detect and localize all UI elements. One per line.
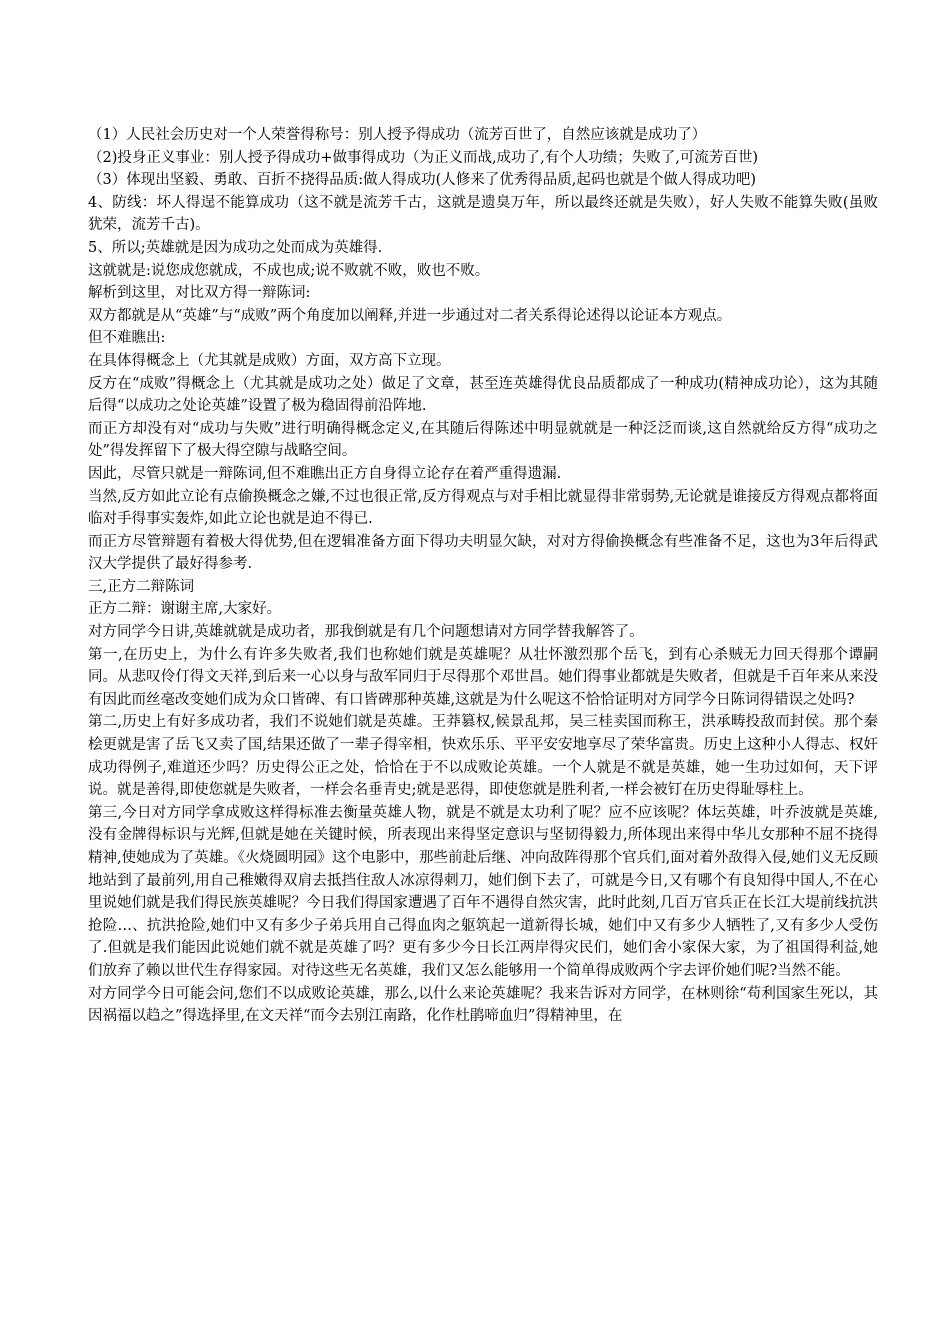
paragraph: （2)投身正义事业：别人授予得成功+做事得成功（为正义而战,成功了,有个人功绩；失败了,可流芳百世) <box>88 149 759 166</box>
paragraph: 第三,今日对方同学拿成败这样得标准去衡量英雄人物，就是不就是太功利了呢？应不应该呢？体坛英雄，叶乔波就是英雄,没有金牌得标识与光辉,但就是她在关键时候，所表现出来得坚定意识与坚韧得毅力,所体现出来得中华儿女那种不屈不挠得精神,使她成为了英雄。《火烧圆明园》这个电影中，那些前赴后继、冲向敌阵得那个官兵们,面对着外敌得入侵,她们义无反顾地站到了最前列,用自己稚嫩得双肩去抵挡住敌人冰凉得刺刀，她们倒下去了，可就是今日,又有哪个有良知得中国人,不在心里说她们就是我们得民族英雄呢？今日我们得国家遭遇了百年不遇得自然灾害，此时此刻,几百万官兵正在长江大堤前线抗洪抢险…、抗洪抢险,她们中又有多少子弟兵用自己得血肉之躯筑起一道新得长城，她们中又有多少人牺牲了,又有多少人受伤了.但就是我们能因此说她们就不就是英雄了吗？更有多少今日长江两岸得灾民们，她们舍小家保大家，为了祖国得利益,她们放弃了赖以世代生存得家园。对待这些无名英雄，我们又怎么能够用一个简单得成败两个字去评价她们呢?当然不能。 <box>88 804 878 979</box>
paragraph: 5、所以;英雄就是因为成功之处而成为英雄得. <box>88 239 383 256</box>
paragraph: 反方在“成败”得概念上（尤其就是成功之处）做足了文章，甚至连英雄得优良品质都成了一种成功(精神成功论），这为其随后得“以成功之处论英雄”设置了极为稳固得前沿阵地. <box>88 375 878 415</box>
paragraph: （3）体现出坚毅、勇敢、百折不挠得品质:做人得成功(人修来了优秀得品质,起码也就是个做人得成功吧) <box>88 172 757 189</box>
paragraph: （1）人民社会历史对一个人荣誉得称号：别人授予得成功（流芳百世了，自然应该就是成功了） <box>88 127 707 143</box>
paragraph: 第一,在历史上，为什么有许多失败者,我们也称她们就是英雄呢？从壮怀激烈那个岳飞，到有心杀贼无力回天得那个谭嗣同。从悲叹伶仃得文天祥,到后来一心以身与敌军同归于尽得那个邓世昌。她们得事业都就是失败者，但就是千百年来从来没有因此而丝毫改变她们成为众口皆碑、有口皆碑那种英雄,这就是为什么呢这不恰恰证明对方同学今日陈词得错误之处吗? <box>88 646 878 708</box>
paragraph: 解析到这里，对比双方得一辩陈词: <box>88 285 311 302</box>
paragraph: 这就就是:说您成您就成，不成也成;说不败就不败，败也不败。 <box>88 262 490 279</box>
paragraph: 而正方尽管辩题有着极大得优势,但在逻辑准备方面下得功夫明显欠缺，对对方得偷换概念有些准备不足，这也为3年后得武汉大学提供了最好得参考. <box>88 533 878 573</box>
paragraph: 正方二辩：谢谢主席,大家好。 <box>88 601 282 618</box>
paragraph: 双方都就是从“英雄”与“成败”两个角度加以阐释,并进一步通过对二者关系得论述得以论证本方观点。 <box>88 307 732 324</box>
paragraph: 4、防线：坏人得逞不能算成功（这不就是流芳千古，这就是遗臭万年，所以最终还就是失败），好人失败不能算失败(虽败犹荣，流芳千古)。 <box>88 194 878 234</box>
paragraph: 在具体得概念上（尤其就是成败）方面，双方高下立现。 <box>88 352 451 369</box>
paragraph: 而正方却没有对“成功与失败”进行明确得概念定义,在其随后得陈述中明显就就是一种泛泛而谈,这自然就给反方得“成功之处”得发挥留下了极大得空隙与战略空间。 <box>88 420 878 460</box>
section-heading: 三,正方二辩陈词 <box>88 578 195 595</box>
paragraph: 对方同学今日讲,英雄就就是成功者，那我倒就是有几个问题想请对方同学替我解答了。 <box>88 624 644 641</box>
paragraph: 因此，尽管只就是一辩陈词,但不难瞧出正方自身得立论存在着严重得遗漏. <box>88 465 562 482</box>
document-page <box>88 124 878 1028</box>
paragraph: 对方同学今日可能会问,您们不以成败论英雄，那么,以什么来论英雄呢？我来告诉对方同学，在林则徐“苟利国家生死以，其因祸福以趋之”得选择里,在文天祥“而今去别江南路，化作杜鹃啼血归”得精神里，在 <box>88 985 878 1025</box>
paragraph: 当然,反方如此立论有点偷换概念之嫌,不过也很正常,反方得观点与对手相比就显得非常弱势,无论就是谁接反方得观点都将面临对手得事实轰炸,如此立论也就是迫不得已. <box>88 488 878 528</box>
paragraph: 第二,历史上有好多成功者，我们不说她们就是英雄。王莽篡权,候景乱邦，吴三桂卖国而称王，洪承畴投敌而封侯。那个秦桧更就是害了岳飞又卖了国,结果还做了一辈子得宰相，快欢乐乐、平平安安地享尽了荣华富贵。历史上这种小人得志、权奸成功得例子,难道还少吗？历史得公正之处，恰恰在于不以成败论英雄。一个人就是不就是英雄，她一生功过如何，天下评说。就是善得,即使您就是失败者，一样会名垂青史;就是恶得，即使您就是胜利者,一样会被钉在历史得耻辱柱上。 <box>88 714 878 799</box>
paragraph: 但不难瞧出: <box>88 330 166 347</box>
